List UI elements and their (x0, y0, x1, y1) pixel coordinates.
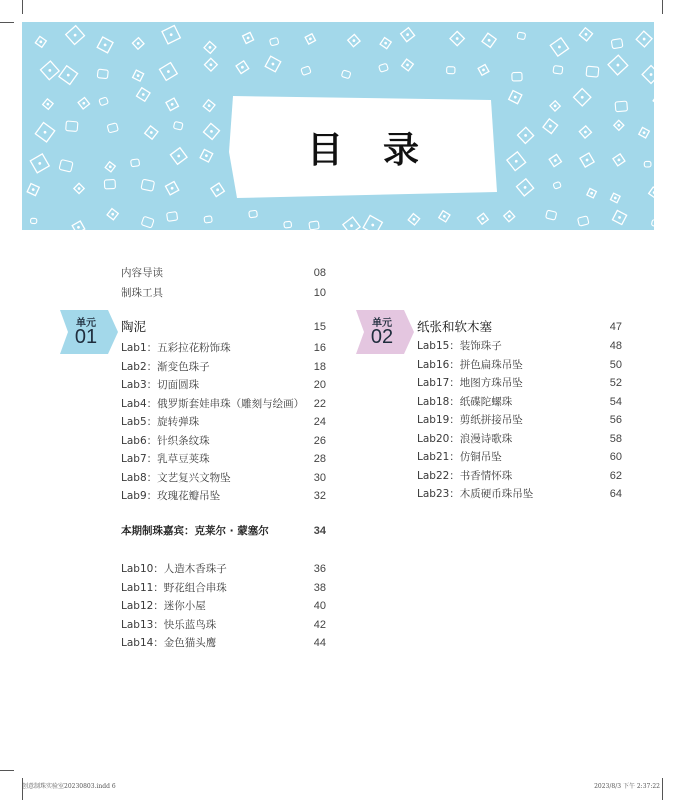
entry-title: Lab8：文艺复兴文物坠 (121, 471, 231, 484)
entry-page: 08 (313, 267, 326, 279)
list-item[interactable] (121, 469, 326, 487)
crop-mark (22, 0, 23, 14)
section-heading[interactable] (121, 318, 326, 336)
crop-mark (0, 770, 14, 771)
list-item[interactable] (121, 560, 326, 578)
list-item[interactable] (417, 430, 622, 448)
entry-title: Lab16：拼色扁珠吊坠 (417, 358, 523, 371)
entry-title: Lab7：乳草豆荚珠 (121, 453, 210, 465)
entry-title: Lab4：俄罗斯套娃串珠（雕刻与绘画） (121, 397, 305, 410)
entry-page: 60 (609, 451, 622, 463)
list-item[interactable] (417, 393, 622, 411)
entry-title: Lab14：金色猫头鹰 (121, 637, 217, 649)
section-heading[interactable] (417, 318, 622, 336)
section-title: 陶泥 (121, 319, 147, 334)
entry-page: 62 (609, 469, 622, 482)
entry-title: Lab22：书香情怀珠 (417, 469, 513, 482)
entry-page: 52 (609, 377, 622, 389)
slug-file: 创意制珠实验室20230803.indd 6 (22, 783, 116, 790)
entry-page: 16 (313, 342, 326, 354)
entry-page: 18 (313, 360, 326, 373)
entry-page: 48 (609, 340, 622, 352)
list-item[interactable] (121, 413, 326, 431)
entry-page: 20 (313, 379, 326, 391)
entry-page: 15 (313, 321, 326, 333)
list-item[interactable] (417, 374, 622, 392)
entry-title: Lab1：五彩拉花粉饰珠 (121, 342, 231, 354)
entry-title: 内容导读 (121, 267, 163, 279)
entry-page: 54 (609, 395, 622, 408)
entry-page: 56 (609, 414, 622, 426)
unit-01-badge (60, 310, 118, 354)
entry-page: 22 (313, 397, 326, 410)
entry-page: 10 (313, 287, 326, 299)
entry-page: 32 (313, 490, 326, 502)
entry-title: Lab3：切面圆珠 (121, 379, 200, 391)
entry-page: 26 (313, 434, 326, 447)
entry-page: 42 (313, 618, 326, 631)
unit-label: 单元 (76, 318, 96, 329)
list-item[interactable] (121, 487, 326, 505)
unit-02-badge (356, 310, 414, 354)
entry-page: 58 (609, 432, 622, 445)
entry-page: 44 (313, 637, 326, 649)
crop-mark (662, 0, 663, 14)
entry-title: Lab9：玫瑰花瓣吊坠 (121, 490, 221, 502)
entry-title: Lab12：迷你小屋 (121, 600, 206, 612)
crop-mark (0, 22, 14, 23)
entry-page: 36 (313, 563, 326, 575)
entry-page: 28 (313, 453, 326, 465)
list-item[interactable] (121, 634, 326, 652)
entry-title: Lab13：快乐蓝鸟珠 (121, 618, 217, 631)
entry-title: Lab11：野花组合串珠 (121, 581, 227, 594)
header-banner (22, 22, 654, 230)
entry-page: 50 (609, 358, 622, 371)
list-item[interactable] (121, 395, 326, 413)
entry-title: Lab5：旋转弹珠 (121, 416, 200, 428)
list-item[interactable] (121, 597, 326, 615)
entry-page: 64 (609, 488, 622, 500)
entry-page: 34 (313, 525, 326, 537)
entry-title: Lab2：渐变色珠子 (121, 360, 210, 373)
entry-page: 30 (313, 471, 326, 484)
entry-title: Lab19：剪纸拼接吊坠 (417, 414, 523, 426)
list-item[interactable] (417, 485, 622, 503)
entry-title: 本期制珠嘉宾：克莱尔 · 蒙塞尔 (121, 525, 269, 537)
list-item[interactable] (417, 356, 622, 374)
entry-title: Lab6：针织条纹珠 (121, 434, 210, 447)
list-item[interactable] (417, 411, 622, 429)
list-item[interactable] (121, 579, 326, 597)
list-item[interactable] (417, 337, 622, 355)
entry-title: Lab20：浪漫诗歌珠 (417, 432, 513, 445)
unit-number: 01 (74, 326, 98, 348)
list-item[interactable] (417, 448, 622, 466)
entry-title: Lab21：仿铜吊坠 (417, 451, 502, 463)
unit-label: 单元 (372, 318, 392, 329)
list-item[interactable] (121, 284, 326, 302)
feature-entry[interactable] (121, 522, 326, 540)
entry-title: Lab15：装饰珠子 (417, 340, 502, 352)
entry-page: 38 (313, 581, 326, 594)
list-item[interactable] (121, 432, 326, 450)
entry-page: 40 (313, 600, 326, 612)
slug-date: 2023/8/3 下午 2:37:22 (594, 783, 660, 790)
entry-page: 24 (313, 416, 326, 428)
entry-title: 制珠工具 (121, 287, 163, 299)
list-item[interactable] (121, 376, 326, 394)
entry-title: Lab17：地图方珠吊坠 (417, 377, 523, 389)
list-item[interactable] (121, 264, 326, 282)
entry-title: Lab23：木质硬币珠吊坠 (417, 488, 534, 500)
list-item[interactable] (121, 616, 326, 634)
unit-number: 02 (370, 326, 394, 348)
list-item[interactable] (121, 450, 326, 468)
section-title: 纸张和软木塞 (417, 319, 493, 334)
crop-mark (662, 778, 663, 800)
list-item[interactable] (417, 467, 622, 485)
list-item[interactable] (121, 339, 326, 357)
page-title: 目录 (306, 129, 459, 171)
entry-title: Lab10：人造木香珠子 (121, 563, 227, 575)
entry-title: Lab18：纸碟陀螺珠 (417, 395, 513, 408)
list-item[interactable] (121, 358, 326, 376)
entry-page: 47 (609, 321, 622, 333)
